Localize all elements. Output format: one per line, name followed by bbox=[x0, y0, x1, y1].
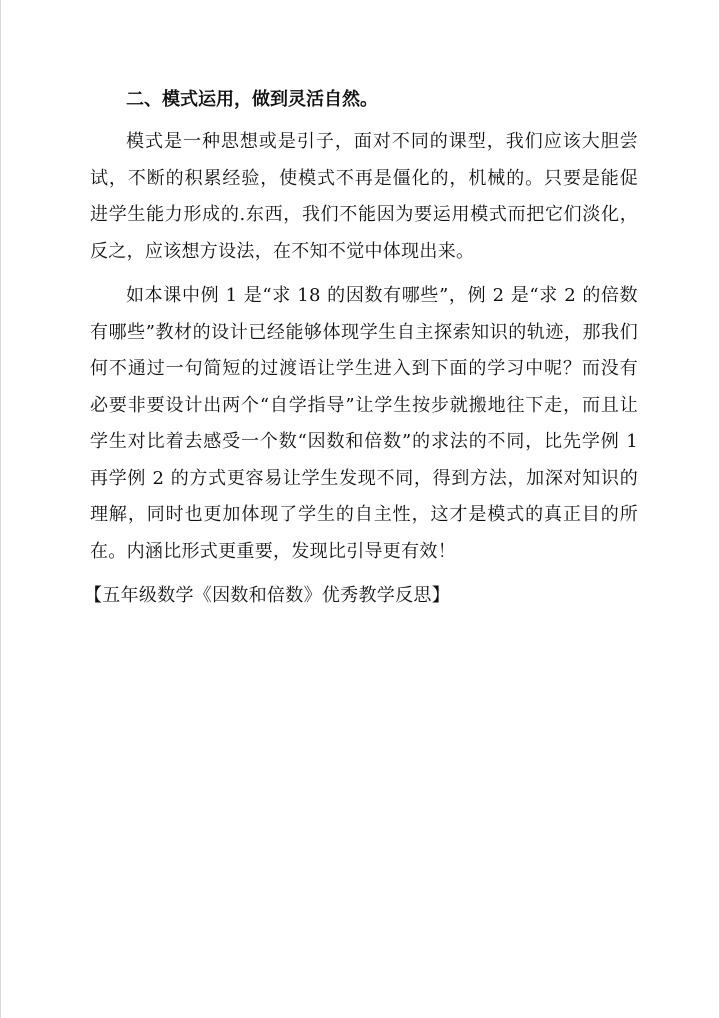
document-body bbox=[84, 82, 638, 614]
document-footer-title: 【五年级数学《因数和倍数》优秀教学反思】 bbox=[84, 585, 450, 606]
paragraph-2: 如本课中例 1 是“求 18 的因数有哪些”，例 2 是“求 2 的倍数有哪些”教材的设计已经能够体现学生自主探索知识的轨迹，那我们何不通过一句简短的过渡语让学生进入到下面的学习中呢？而没有必要非要设计出两个“自学指导”让学生按步就搬地往下走，而且让学生对比着去感受一个数“因数和倍数”的求法的不同，比先学例 1 再学例 2 的方式更容易让学生发现不同，得到方法，加深对知识的理解，同时也更加体现了学生的自主性，这才是模式的真正目的所在。内涵比形式更重要，发现比引导更有效！ bbox=[90, 285, 638, 562]
paragraph-1: 模式是一种思想或是引子，面对不同的课型，我们应该大胆尝试，不断的积累经验，使模式不再是僵化的，机械的。只要是能促进学生能力形成的.东西，我们不能因为要运用模式而把它们淡化，反之，应该想方设法，在不知不觉中体现出来。 bbox=[90, 131, 638, 262]
section-heading: 二、模式运用，做到灵活自然。 bbox=[126, 89, 378, 110]
